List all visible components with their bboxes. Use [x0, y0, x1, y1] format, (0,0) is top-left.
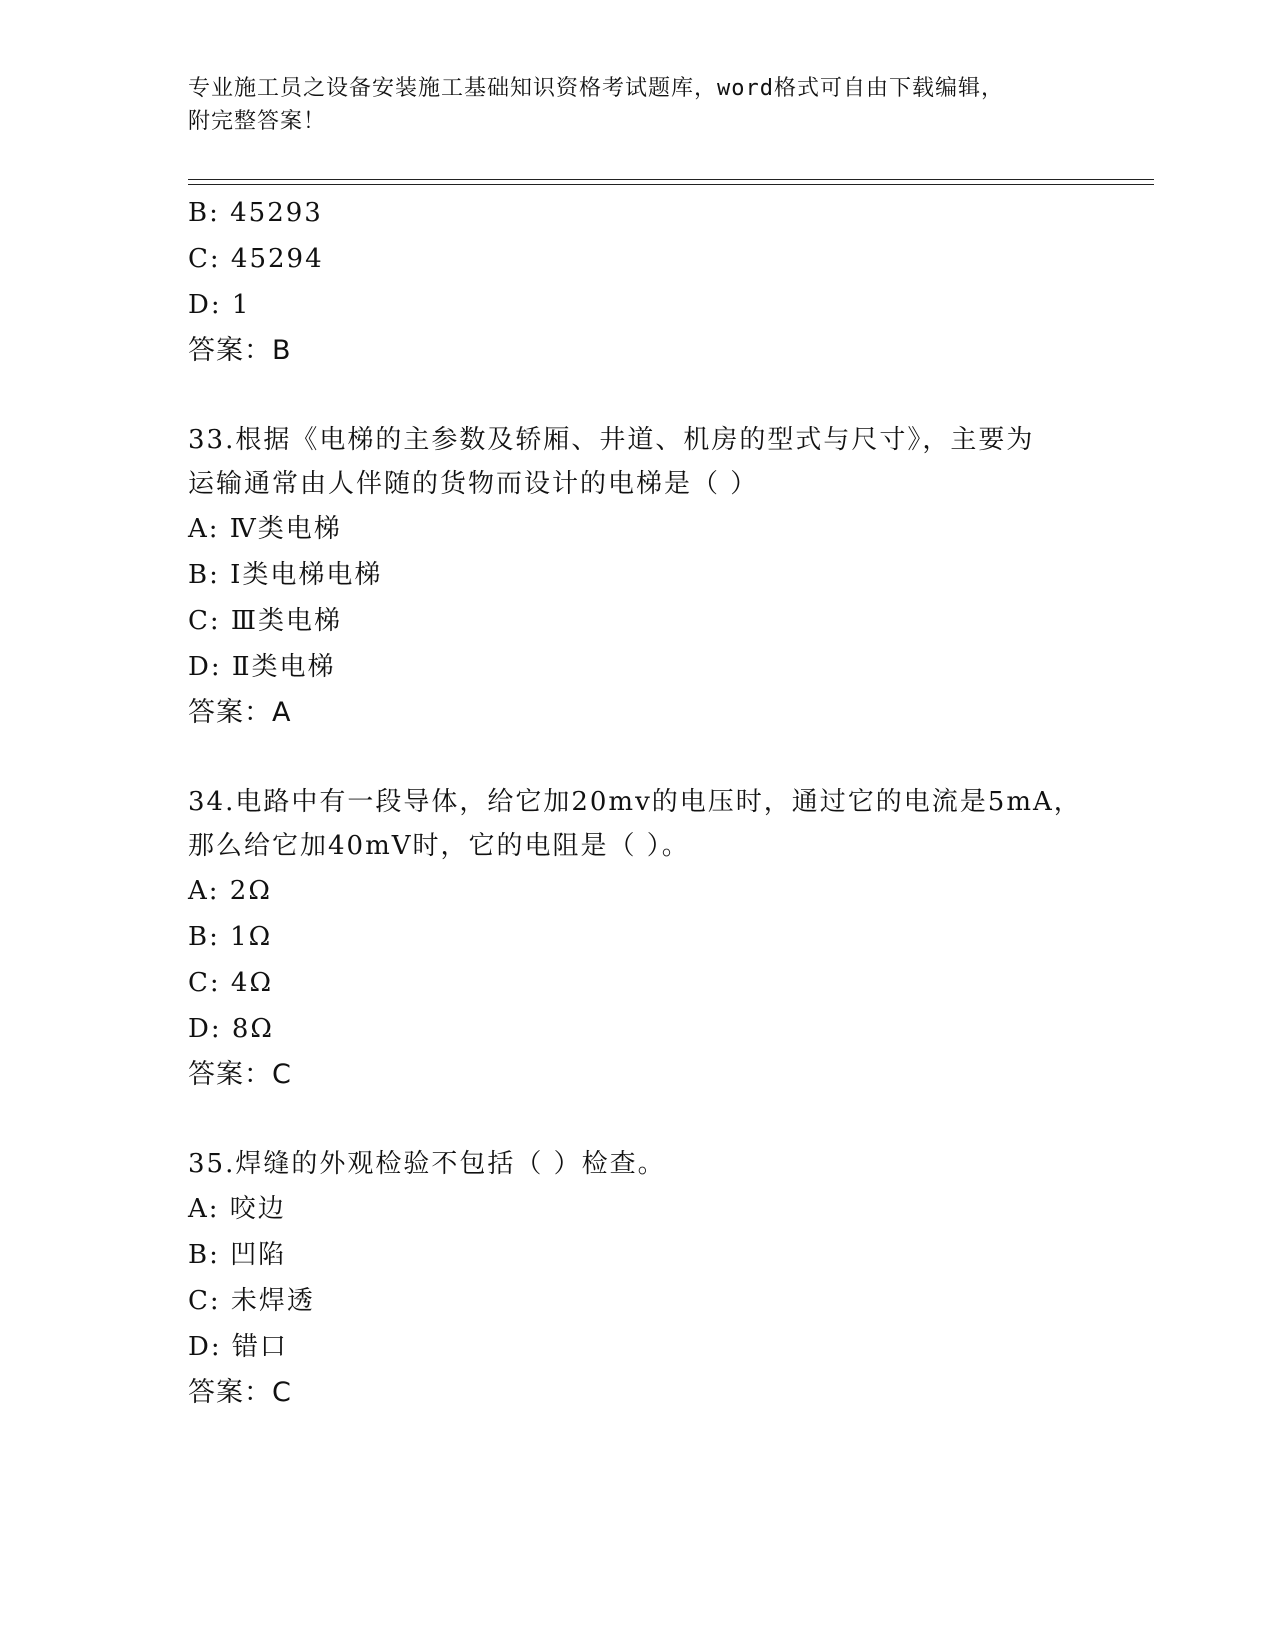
option-d: D: 错口 — [188, 1332, 288, 1362]
question-stem-line: 运输通常由人伴随的货物而设计的电梯是（ ） — [188, 469, 759, 499]
option-a: A: 2Ω — [188, 876, 272, 906]
question-stem-line: 35.焊缝的外观检验不包括（ ）检查。 — [188, 1149, 666, 1179]
option-b: B: 1Ω — [188, 922, 273, 952]
page-header — [188, 72, 1088, 138]
option-c: C: 45294 — [188, 244, 324, 274]
answer-line: 答案：C — [188, 1059, 292, 1090]
question-block-33 — [188, 418, 1108, 736]
option-d: D: Ⅱ类电梯 — [188, 652, 336, 682]
option-a: A: 咬边 — [188, 1194, 286, 1224]
question-block-34 — [188, 780, 1108, 1098]
option-c: C: 4Ω — [188, 968, 274, 998]
answer-line: 答案：C — [188, 1377, 292, 1408]
question-content — [188, 190, 1108, 1416]
option-a: A: Ⅳ类电梯 — [188, 514, 342, 544]
question-stem-line: 34.电路中有一段导体，给它加20mv的电压时，通过它的电流是5mA， — [188, 787, 1082, 817]
answer-line: 答案：A — [188, 697, 292, 728]
option-c: C: 未焊透 — [188, 1286, 315, 1316]
option-b: B: Ⅰ类电梯电梯 — [188, 560, 383, 590]
option-b: B: 45293 — [188, 198, 323, 228]
prev-question-block — [188, 190, 1108, 374]
header-line-1: 专业施工员之设备安装施工基础知识资格考试题库，word格式可自由下载编辑， — [188, 76, 1004, 101]
header-divider-bottom — [188, 184, 1154, 185]
header-divider-top — [188, 179, 1154, 180]
header-line-2: 附完整答案！ — [188, 109, 327, 134]
question-block-35 — [188, 1142, 1108, 1416]
question-stem-line: 那么给它加40mV时，它的电阻是（ ）。 — [188, 831, 690, 861]
answer-line: 答案：B — [188, 335, 292, 366]
question-stem-line: 33.根据《电梯的主参数及轿厢、井道、机房的型式与尺寸》，主要为 — [188, 425, 1035, 455]
option-c: C: Ⅲ类电梯 — [188, 606, 342, 636]
option-b: B: 凹陷 — [188, 1240, 287, 1270]
option-d: D: 1 — [188, 290, 251, 320]
option-d: D: 8Ω — [188, 1014, 274, 1044]
